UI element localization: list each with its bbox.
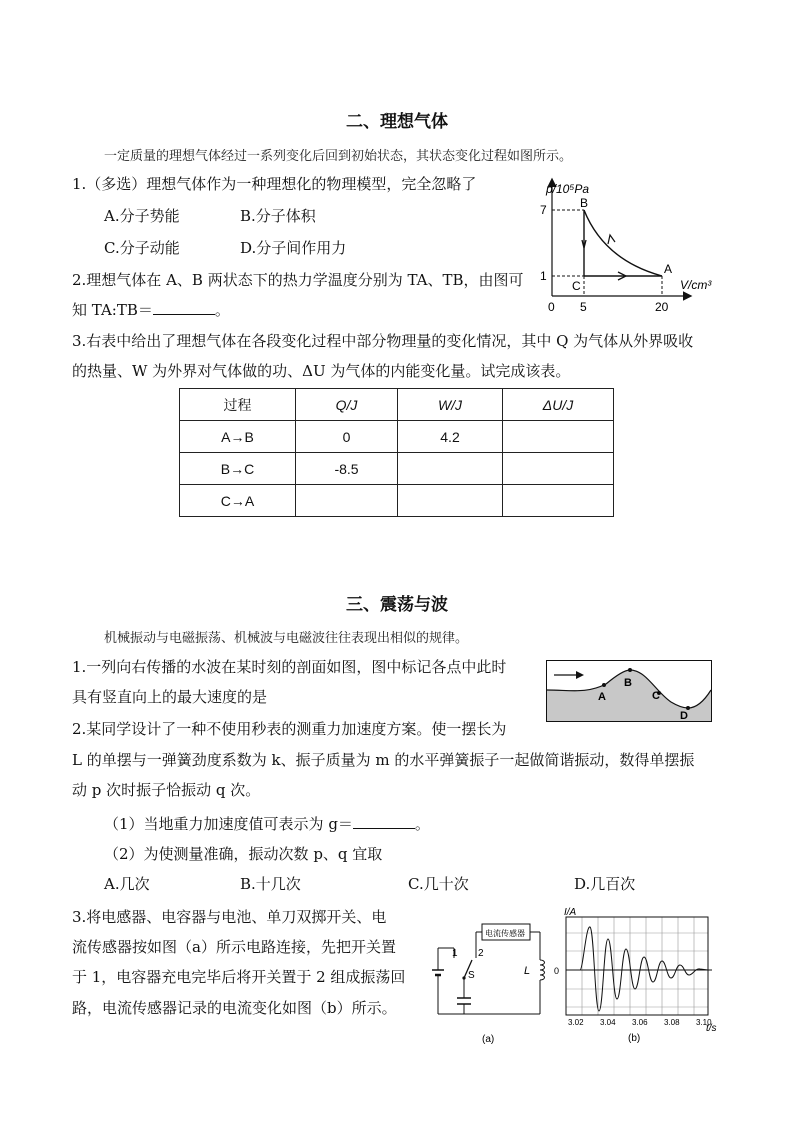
current-tick: 3.04 (600, 1018, 616, 1027)
table-cell: A→B (180, 421, 296, 453)
pv-tick-7: 7 (540, 203, 547, 217)
q2-text: 知 TA:TB＝ (72, 301, 153, 319)
answer-blank[interactable] (353, 814, 415, 829)
wave-point-a: A (598, 691, 606, 703)
table-cell[interactable] (503, 485, 614, 517)
q1-stem: 1.（多选）理想气体作为一种理想化的物理模型，完全忽略了 (72, 175, 477, 193)
process-table (179, 388, 614, 517)
current-y-label: I/A (564, 907, 577, 918)
table-header: Q/J (296, 389, 398, 421)
q1-option-d: D.分子间作用力 (240, 239, 347, 257)
table-cell[interactable] (398, 453, 503, 485)
pv-point-b: B (580, 196, 589, 210)
q3-line2: 的热量、W 为外界对气体做的功、ΔU 为气体的内能变化量。试完成该表。 (72, 362, 571, 380)
table-cell: C→A (180, 485, 296, 517)
table-cell[interactable] (503, 421, 614, 453)
s3-q2-option-c: C.几十次 (408, 875, 469, 893)
section2-title: 二、理想气体 (346, 112, 448, 132)
q2-end: 。 (214, 301, 230, 319)
switch-label: S (468, 970, 475, 981)
table-row (180, 421, 614, 453)
s3-q2-sub2: （2）为使测量准确，振动次数 p、q 宜取 (104, 845, 383, 863)
table-cell: 0 (296, 421, 398, 453)
circuit-diagram (430, 918, 550, 1046)
pv-point-a: A (664, 262, 673, 276)
s3-q2-option-a: A.几次 (104, 875, 150, 893)
current-caption: (b) (628, 1033, 641, 1044)
q3-line1: 3.右表中给出了理想气体在各段变化过程中部分物理量的变化情况，其中 Q 为气体从外界吸收 (72, 332, 694, 350)
pv-tick-5: 5 (580, 300, 587, 314)
table-cell: -8.5 (296, 453, 398, 485)
wave-figure (546, 660, 712, 722)
switch-pos-1: 1 (452, 948, 458, 959)
current-waveform (566, 927, 708, 1011)
table-cell: 4.2 (398, 421, 503, 453)
current-tick: 3.02 (568, 1018, 584, 1027)
circuit-caption: (a) (482, 1034, 495, 1045)
pv-graph (530, 168, 730, 318)
s3-q3-line1: 3.将电感器、电容器与电池、单刀双掷开关、电 (72, 908, 387, 926)
q2-line1: 2.理想气体在 A、B 两状态下的热力学温度分别为 TA、TB，由图可 (72, 271, 524, 289)
table-header-row (180, 389, 614, 421)
s3-q2-line2: L 的单摆与一弹簧劲度系数为 k、振子质量为 m 的水平弹簧振子一起做简谐振动，数得单摆振 (72, 751, 695, 769)
current-tick: 3.08 (664, 1018, 680, 1027)
table-header: ΔU/J (503, 389, 614, 421)
s3-q2-sub1-text: （1）当地重力加速度值可表示为 g＝ (104, 815, 353, 833)
answer-blank[interactable] (153, 300, 215, 315)
table-cell: B→C (180, 453, 296, 485)
s3-q2-option-d: D.几百次 (574, 875, 636, 893)
pv-x-label: V/cm³ (680, 278, 712, 292)
pv-y-label: p/10⁵Pa (546, 182, 590, 196)
pv-tick-1: 1 (540, 269, 547, 283)
table-row (180, 453, 614, 485)
table-header: W/J (398, 389, 503, 421)
wave-point-b: B (624, 677, 632, 689)
s3-q1-line1: 1.一列向右传播的水波在某时刻的剖面如图，图中标记各点中此时 (72, 658, 507, 676)
inductor-label: L (524, 965, 531, 977)
current-zero: 0 (554, 966, 560, 976)
s3-q1-line2: 具有竖直向上的最大速度的是 (72, 688, 268, 706)
current-x-label: t/s (706, 1023, 717, 1034)
current-graph (550, 905, 726, 1047)
q1-option-b: B.分子体积 (240, 207, 316, 225)
wave-point-d: D (680, 710, 688, 722)
q1-option-a: A.分子势能 (104, 207, 180, 225)
table-cell[interactable] (398, 485, 503, 517)
current-sensor-label: 电流传感器 (485, 929, 525, 938)
q1-option-c: C.分子动能 (104, 239, 180, 257)
q2-line2 (72, 300, 230, 320)
section3-title: 三、震荡与波 (346, 595, 448, 615)
current-tick: 3.06 (632, 1018, 648, 1027)
table-cell[interactable] (503, 453, 614, 485)
table-row (180, 485, 614, 517)
s3-q2-sub1 (104, 814, 430, 834)
pv-tick-20: 20 (655, 300, 669, 314)
s3-q2-sub1-end: 。 (414, 815, 430, 833)
s3-q3-line3: 于 1，电容器充电完毕后将开关置于 2 组成振荡回 (72, 968, 406, 986)
switch-pos-2: 2 (478, 948, 484, 959)
current-tick: 3.10 (696, 1018, 712, 1027)
s3-q2-line3: 动 p 次时振子恰振动 q 次。 (72, 781, 261, 799)
pv-point-c: C (572, 279, 581, 293)
table-cell[interactable] (296, 485, 398, 517)
section2-intro: 一定质量的理想气体经过一系列变化后回到初始状态，其状态变化过程如图所示。 (104, 149, 573, 164)
s3-q3-line4: 路，电流传感器记录的电流变化如图（b）所示。 (72, 999, 397, 1017)
table-header: 过程 (180, 389, 296, 421)
s3-q3-line2: 流传感器按如图（a）所示电路连接，先把开关置 (72, 938, 396, 956)
s3-q2-line1: 2.某同学设计了一种不使用秒表的测重力加速度方案。使一摆长为 (72, 720, 507, 738)
section3-intro: 机械振动与电磁振荡、机械波与电磁波往往表现出相似的规律。 (104, 631, 469, 646)
s3-q2-option-b: B.十几次 (240, 875, 301, 893)
wave-point-c: C (652, 690, 660, 702)
pv-tick-0: 0 (548, 300, 555, 314)
